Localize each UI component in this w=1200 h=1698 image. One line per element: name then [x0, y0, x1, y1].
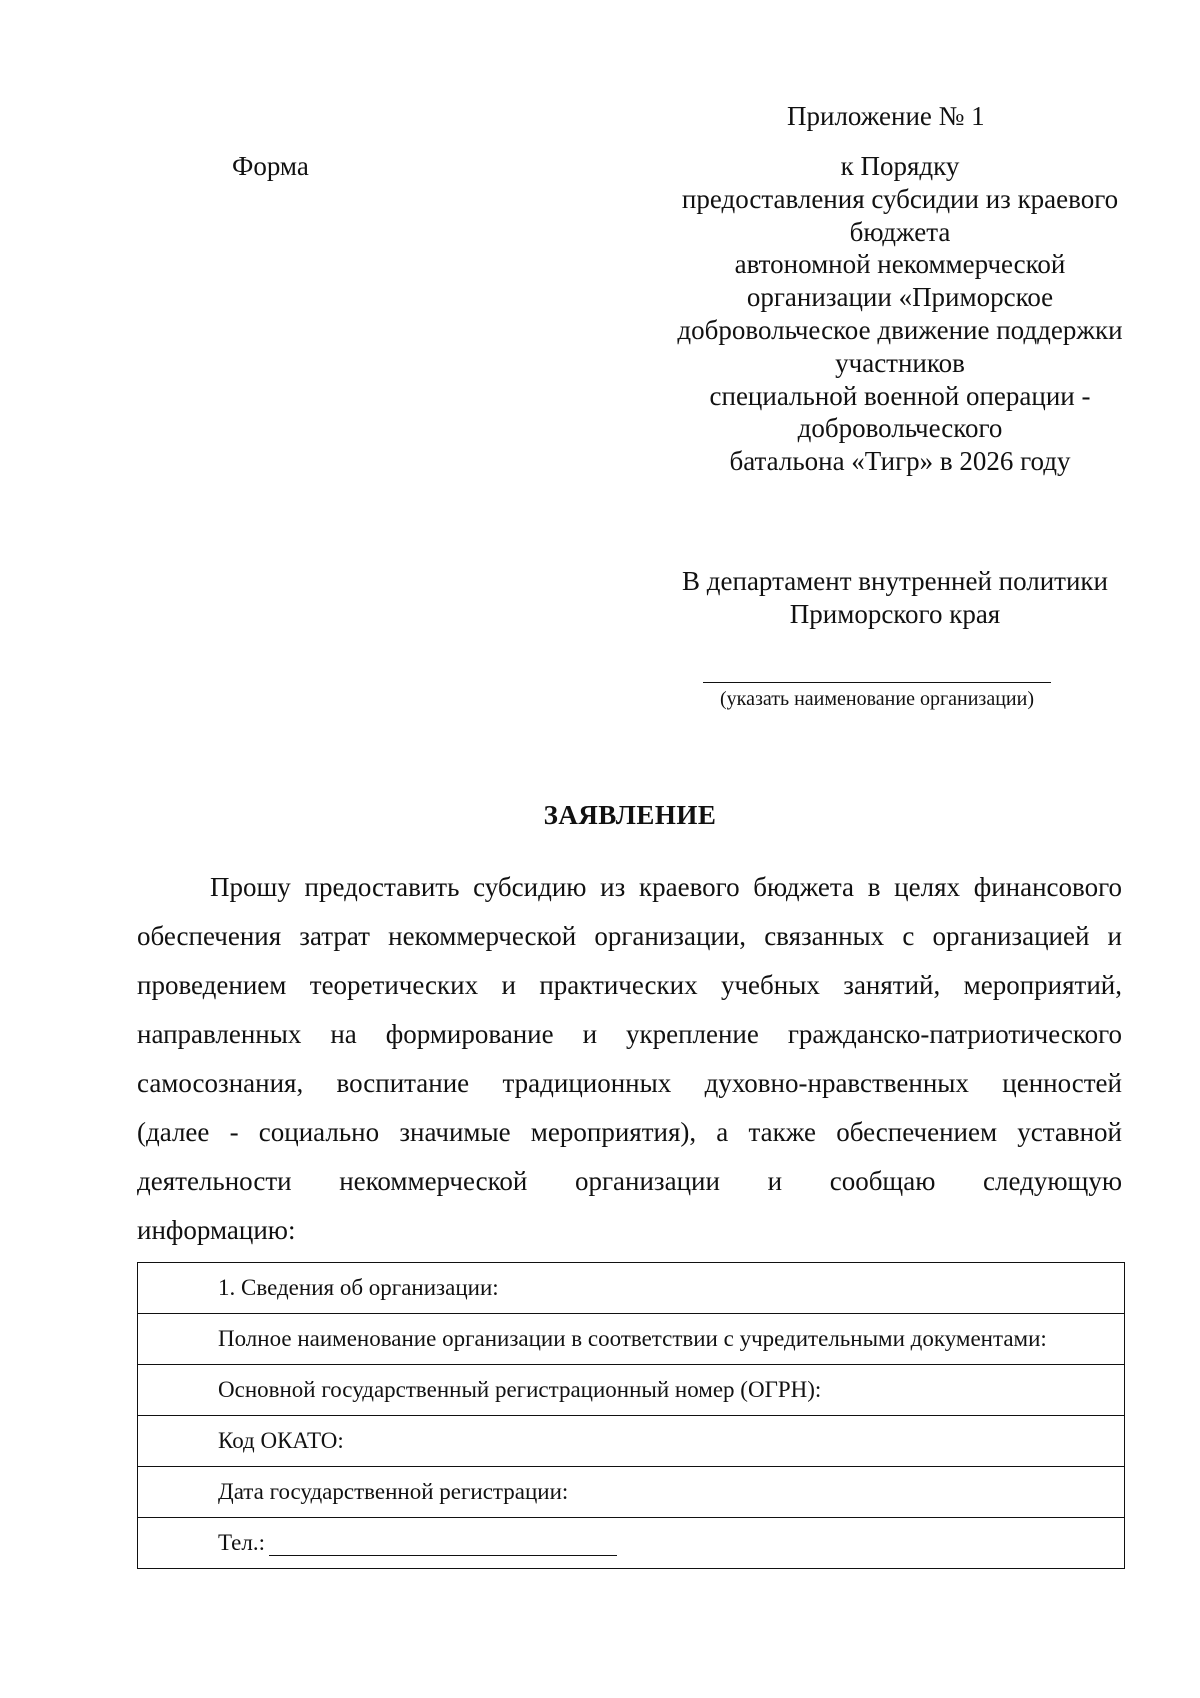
statement-title: ЗАЯВЛЕНИЕ	[543, 800, 717, 830]
table-row	[138, 1518, 1125, 1569]
order-line: батальона «Тигр» в 2026 году	[729, 446, 1071, 477]
order-line: к Порядку	[840, 151, 960, 181]
statement-line: направленных на формирование и укрепление гражданско-патриотического	[137, 1019, 1122, 1049]
table-row	[138, 1416, 1125, 1467]
table-row	[138, 1467, 1125, 1518]
recipient-region: Приморского края	[789, 599, 1001, 629]
recipient-block	[640, 565, 1150, 631]
phone-label: Тел.:	[218, 1530, 265, 1555]
okato-cell[interactable]: Код ОКАТО:	[138, 1416, 1125, 1467]
statement-line: проведением теоретических и практических учебных занятий, мероприятий,	[137, 970, 1122, 1000]
table-row	[138, 1365, 1125, 1416]
order-line: специальной военной операции -	[709, 380, 1091, 411]
form-label: Форма	[232, 151, 309, 181]
table-row	[138, 1263, 1125, 1314]
statement-body	[137, 863, 1122, 1255]
section-heading-cell: 1. Сведения об организации:	[138, 1263, 1125, 1314]
order-line: организации «Приморское	[746, 282, 1054, 313]
ogrn-cell[interactable]: Основной государственный регистрационный номер (ОГРН):	[138, 1365, 1125, 1416]
order-line: добровольческого	[797, 413, 1003, 444]
order-line: предоставления субсидии из краевого	[681, 183, 1119, 214]
table-row	[138, 1314, 1125, 1365]
order-line: добровольческое движение поддержки	[677, 314, 1123, 345]
organization-name-hint: (указать наименование организации)	[720, 688, 1034, 710]
order-line: бюджета	[849, 216, 951, 247]
statement-line: Прошу предоставить субсидию из краевого бюджета в целях финансового	[210, 872, 1122, 902]
appendix-label: Приложение № 1	[787, 101, 985, 131]
organization-name-blank[interactable]	[703, 682, 1051, 683]
statement-line: деятельности некоммерческой организации и сообщаю следующую	[137, 1166, 1122, 1196]
order-line: участников	[835, 347, 965, 378]
order-line: автономной некоммерческой	[734, 249, 1066, 280]
phone-cell[interactable]	[138, 1518, 1125, 1569]
phone-blank[interactable]	[269, 1533, 617, 1556]
statement-line: информацию:	[137, 1215, 296, 1245]
order-reference-block	[620, 150, 1180, 478]
statement-line: самосознания, воспитание традиционных духовно-нравственных ценностей	[137, 1068, 1122, 1098]
recipient-department: В департамент внутренней политики	[682, 566, 1108, 596]
statement-line: (далее - социально значимые мероприятия), а также обеспечением уставной	[137, 1117, 1122, 1147]
organization-info-table	[137, 1262, 1125, 1569]
statement-line: обеспечения затрат некоммерческой организации, связанных с организацией и	[137, 921, 1122, 951]
full-name-cell[interactable]: Полное наименование организации в соответствии с учредительными документами:	[138, 1314, 1125, 1365]
registration-date-cell[interactable]: Дата государственной регистрации:	[138, 1467, 1125, 1518]
